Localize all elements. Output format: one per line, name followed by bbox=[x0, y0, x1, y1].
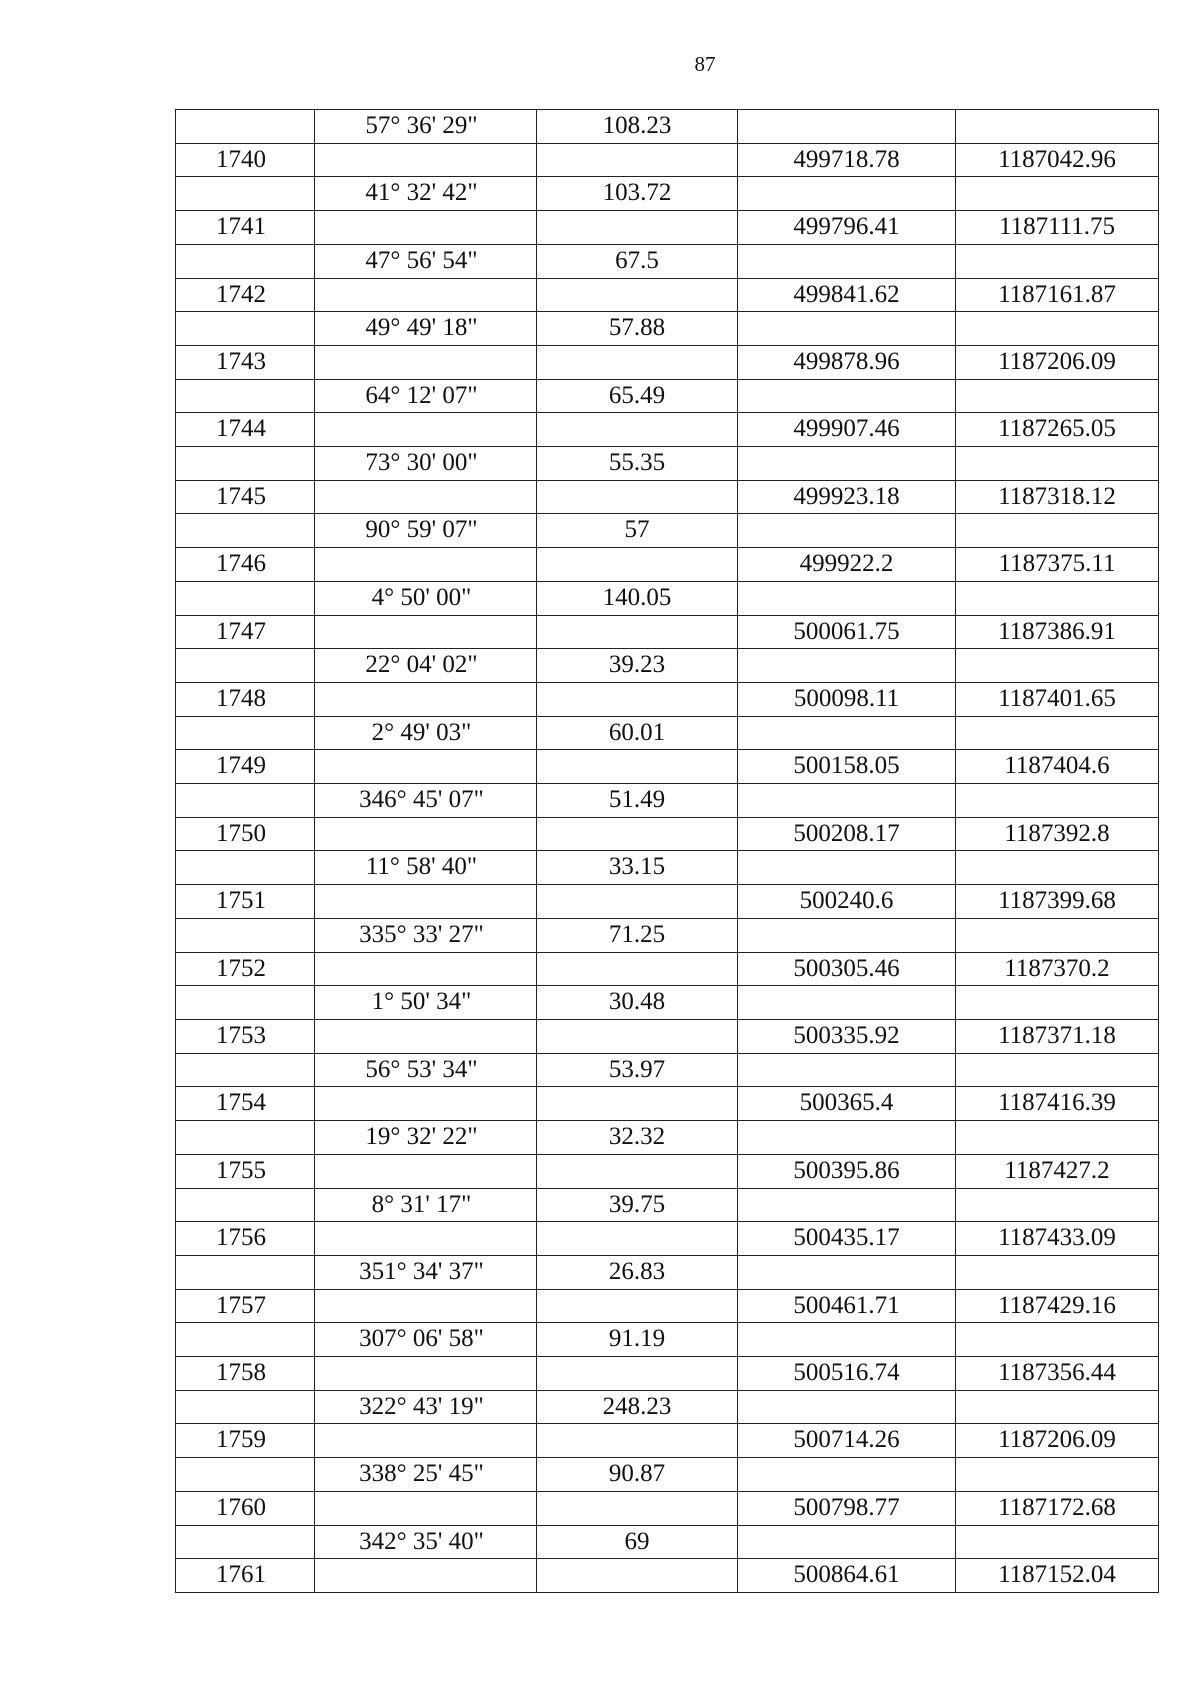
point-number-cell: 1745 bbox=[176, 480, 315, 514]
point-number-cell bbox=[176, 1390, 315, 1424]
x-coordinate-cell bbox=[738, 784, 956, 818]
segment-row bbox=[176, 649, 1159, 683]
point-number-cell: 1755 bbox=[176, 1154, 315, 1188]
x-coordinate-cell bbox=[738, 447, 956, 481]
segment-row bbox=[176, 244, 1159, 278]
distance-cell: 91.19 bbox=[537, 1323, 738, 1357]
x-coordinate-cell: 499718.78 bbox=[738, 143, 956, 177]
y-coordinate-cell: 1187375.11 bbox=[956, 548, 1159, 582]
x-coordinate-cell: 499922.2 bbox=[738, 548, 956, 582]
x-coordinate-cell bbox=[738, 1121, 956, 1155]
bearing-angle-cell: 8° 31' 17" bbox=[315, 1188, 537, 1222]
bearing-angle-cell: 335° 33' 27" bbox=[315, 918, 537, 952]
x-coordinate-cell bbox=[738, 244, 956, 278]
bearing-angle-cell bbox=[315, 345, 537, 379]
segment-row bbox=[176, 1323, 1159, 1357]
x-coordinate-cell: 500061.75 bbox=[738, 615, 956, 649]
y-coordinate-cell bbox=[956, 1053, 1159, 1087]
point-number-cell bbox=[176, 1525, 315, 1559]
point-number-cell: 1746 bbox=[176, 548, 315, 582]
x-coordinate-cell: 500714.26 bbox=[738, 1424, 956, 1458]
point-row bbox=[176, 480, 1159, 514]
x-coordinate-cell bbox=[738, 716, 956, 750]
bearing-angle-cell: 4° 50' 00" bbox=[315, 581, 537, 615]
bearing-angle-cell bbox=[315, 413, 537, 447]
distance-cell bbox=[537, 1289, 738, 1323]
x-coordinate-cell bbox=[738, 312, 956, 346]
x-coordinate-cell bbox=[738, 918, 956, 952]
y-coordinate-cell bbox=[956, 447, 1159, 481]
point-row bbox=[176, 278, 1159, 312]
distance-cell bbox=[537, 1154, 738, 1188]
y-coordinate-cell bbox=[956, 986, 1159, 1020]
distance-cell: 71.25 bbox=[537, 918, 738, 952]
point-number-cell: 1748 bbox=[176, 682, 315, 716]
distance-cell: 39.75 bbox=[537, 1188, 738, 1222]
segment-row bbox=[176, 716, 1159, 750]
point-number-cell bbox=[176, 1323, 315, 1357]
distance-cell bbox=[537, 413, 738, 447]
segment-row bbox=[176, 1458, 1159, 1492]
bearing-angle-cell bbox=[315, 480, 537, 514]
y-coordinate-cell: 1187042.96 bbox=[956, 143, 1159, 177]
distance-cell: 30.48 bbox=[537, 986, 738, 1020]
point-number-cell bbox=[176, 1121, 315, 1155]
segment-row bbox=[176, 1053, 1159, 1087]
distance-cell bbox=[537, 480, 738, 514]
distance-cell bbox=[537, 1357, 738, 1391]
y-coordinate-cell: 1187392.8 bbox=[956, 817, 1159, 851]
x-coordinate-cell bbox=[738, 379, 956, 413]
y-coordinate-cell: 1187399.68 bbox=[956, 885, 1159, 919]
x-coordinate-cell: 500240.6 bbox=[738, 885, 956, 919]
y-coordinate-cell: 1187416.39 bbox=[956, 1087, 1159, 1121]
distance-cell bbox=[537, 615, 738, 649]
x-coordinate-cell: 500208.17 bbox=[738, 817, 956, 851]
point-number-cell bbox=[176, 1188, 315, 1222]
distance-cell: 65.49 bbox=[537, 379, 738, 413]
point-number-cell: 1754 bbox=[176, 1087, 315, 1121]
distance-cell bbox=[537, 1424, 738, 1458]
distance-cell bbox=[537, 1019, 738, 1053]
bearing-angle-cell: 22° 04' 02" bbox=[315, 649, 537, 683]
point-number-cell bbox=[176, 1458, 315, 1492]
x-coordinate-cell bbox=[738, 1390, 956, 1424]
distance-cell bbox=[537, 682, 738, 716]
point-row bbox=[176, 1491, 1159, 1525]
distance-cell: 57 bbox=[537, 514, 738, 548]
bearing-angle-cell: 19° 32' 22" bbox=[315, 1121, 537, 1155]
distance-cell bbox=[537, 817, 738, 851]
point-number-cell: 1758 bbox=[176, 1357, 315, 1391]
x-coordinate-cell bbox=[738, 514, 956, 548]
point-number-cell bbox=[176, 716, 315, 750]
distance-cell: 140.05 bbox=[537, 581, 738, 615]
y-coordinate-cell bbox=[956, 918, 1159, 952]
bearing-angle-cell: 73° 30' 00" bbox=[315, 447, 537, 481]
point-number-cell bbox=[176, 1053, 315, 1087]
x-coordinate-cell bbox=[738, 986, 956, 1020]
x-coordinate-cell: 500158.05 bbox=[738, 750, 956, 784]
distance-cell: 90.87 bbox=[537, 1458, 738, 1492]
bearing-angle-cell: 11° 58' 40" bbox=[315, 851, 537, 885]
y-coordinate-cell bbox=[956, 581, 1159, 615]
y-coordinate-cell: 1187427.2 bbox=[956, 1154, 1159, 1188]
distance-cell bbox=[537, 548, 738, 582]
point-number-cell: 1760 bbox=[176, 1491, 315, 1525]
point-row bbox=[176, 1424, 1159, 1458]
point-row bbox=[176, 1289, 1159, 1323]
distance-cell: 53.97 bbox=[537, 1053, 738, 1087]
y-coordinate-cell bbox=[956, 1390, 1159, 1424]
x-coordinate-cell bbox=[738, 1525, 956, 1559]
y-coordinate-cell bbox=[956, 1323, 1159, 1357]
distance-cell bbox=[537, 1559, 738, 1593]
point-row bbox=[176, 548, 1159, 582]
distance-cell: 32.32 bbox=[537, 1121, 738, 1155]
bearing-angle-cell: 342° 35' 40" bbox=[315, 1525, 537, 1559]
bearing-angle-cell bbox=[315, 750, 537, 784]
x-coordinate-cell: 499878.96 bbox=[738, 345, 956, 379]
point-row bbox=[176, 615, 1159, 649]
y-coordinate-cell bbox=[956, 244, 1159, 278]
bearing-angle-cell bbox=[315, 1559, 537, 1593]
distance-cell bbox=[537, 1087, 738, 1121]
point-row bbox=[176, 1357, 1159, 1391]
x-coordinate-cell: 500516.74 bbox=[738, 1357, 956, 1391]
x-coordinate-cell bbox=[738, 851, 956, 885]
bearing-angle-cell: 322° 43' 19" bbox=[315, 1390, 537, 1424]
point-number-cell: 1742 bbox=[176, 278, 315, 312]
segment-row bbox=[176, 1255, 1159, 1289]
distance-cell bbox=[537, 750, 738, 784]
point-number-cell bbox=[176, 514, 315, 548]
y-coordinate-cell bbox=[956, 784, 1159, 818]
point-row bbox=[176, 1154, 1159, 1188]
segment-row bbox=[176, 514, 1159, 548]
point-row bbox=[176, 682, 1159, 716]
x-coordinate-cell: 499841.62 bbox=[738, 278, 956, 312]
point-row bbox=[176, 1019, 1159, 1053]
y-coordinate-cell: 1187206.09 bbox=[956, 345, 1159, 379]
distance-cell bbox=[537, 885, 738, 919]
y-coordinate-cell bbox=[956, 514, 1159, 548]
y-coordinate-cell bbox=[956, 1525, 1159, 1559]
distance-cell: 103.72 bbox=[537, 177, 738, 211]
x-coordinate-cell: 500395.86 bbox=[738, 1154, 956, 1188]
x-coordinate-cell bbox=[738, 1188, 956, 1222]
distance-cell bbox=[537, 952, 738, 986]
segment-row bbox=[176, 851, 1159, 885]
bearing-angle-cell: 64° 12' 07" bbox=[315, 379, 537, 413]
bearing-angle-cell bbox=[315, 143, 537, 177]
x-coordinate-cell: 500305.46 bbox=[738, 952, 956, 986]
point-number-cell bbox=[176, 581, 315, 615]
y-coordinate-cell bbox=[956, 1255, 1159, 1289]
point-row bbox=[176, 952, 1159, 986]
bearing-angle-cell bbox=[315, 952, 537, 986]
distance-cell: 33.15 bbox=[537, 851, 738, 885]
distance-cell bbox=[537, 211, 738, 245]
segment-row bbox=[176, 447, 1159, 481]
bearing-angle-cell bbox=[315, 1222, 537, 1256]
bearing-angle-cell bbox=[315, 1357, 537, 1391]
x-coordinate-cell bbox=[738, 581, 956, 615]
bearing-angle-cell bbox=[315, 1087, 537, 1121]
y-coordinate-cell: 1187152.04 bbox=[956, 1559, 1159, 1593]
bearing-angle-cell bbox=[315, 1491, 537, 1525]
y-coordinate-cell: 1187356.44 bbox=[956, 1357, 1159, 1391]
y-coordinate-cell: 1187433.09 bbox=[956, 1222, 1159, 1256]
y-coordinate-cell bbox=[956, 177, 1159, 211]
distance-cell: 57.88 bbox=[537, 312, 738, 346]
x-coordinate-cell: 500864.61 bbox=[738, 1559, 956, 1593]
y-coordinate-cell: 1187401.65 bbox=[956, 682, 1159, 716]
x-coordinate-cell: 499907.46 bbox=[738, 413, 956, 447]
bearing-angle-cell: 90° 59' 07" bbox=[315, 514, 537, 548]
x-coordinate-cell bbox=[738, 1458, 956, 1492]
y-coordinate-cell bbox=[956, 716, 1159, 750]
point-number-cell: 1743 bbox=[176, 345, 315, 379]
point-row bbox=[176, 143, 1159, 177]
distance-cell: 108.23 bbox=[537, 110, 738, 144]
x-coordinate-cell bbox=[738, 177, 956, 211]
distance-cell: 67.5 bbox=[537, 244, 738, 278]
coordinate-table-body bbox=[176, 110, 1159, 1593]
x-coordinate-cell: 500798.77 bbox=[738, 1491, 956, 1525]
y-coordinate-cell: 1187206.09 bbox=[956, 1424, 1159, 1458]
bearing-angle-cell: 47° 56' 54" bbox=[315, 244, 537, 278]
distance-cell: 248.23 bbox=[537, 1390, 738, 1424]
bearing-angle-cell bbox=[315, 1154, 537, 1188]
bearing-angle-cell: 41° 32' 42" bbox=[315, 177, 537, 211]
bearing-angle-cell bbox=[315, 817, 537, 851]
y-coordinate-cell bbox=[956, 1188, 1159, 1222]
point-row bbox=[176, 817, 1159, 851]
bearing-angle-cell bbox=[315, 615, 537, 649]
bearing-angle-cell: 351° 34' 37" bbox=[315, 1255, 537, 1289]
point-number-cell: 1740 bbox=[176, 143, 315, 177]
point-row bbox=[176, 885, 1159, 919]
bearing-angle-cell: 2° 49' 03" bbox=[315, 716, 537, 750]
bearing-angle-cell: 56° 53' 34" bbox=[315, 1053, 537, 1087]
y-coordinate-cell bbox=[956, 312, 1159, 346]
point-number-cell: 1757 bbox=[176, 1289, 315, 1323]
point-number-cell bbox=[176, 177, 315, 211]
bearing-angle-cell: 57° 36' 29" bbox=[315, 110, 537, 144]
point-number-cell: 1751 bbox=[176, 885, 315, 919]
segment-row bbox=[176, 918, 1159, 952]
point-number-cell bbox=[176, 918, 315, 952]
segment-row bbox=[176, 379, 1159, 413]
segment-row bbox=[176, 1188, 1159, 1222]
distance-cell: 51.49 bbox=[537, 784, 738, 818]
bearing-angle-cell: 346° 45' 07" bbox=[315, 784, 537, 818]
point-number-cell bbox=[176, 649, 315, 683]
point-row bbox=[176, 413, 1159, 447]
y-coordinate-cell bbox=[956, 1458, 1159, 1492]
distance-cell bbox=[537, 1491, 738, 1525]
bearing-angle-cell bbox=[315, 1019, 537, 1053]
point-row bbox=[176, 750, 1159, 784]
point-number-cell bbox=[176, 784, 315, 818]
y-coordinate-cell: 1187161.87 bbox=[956, 278, 1159, 312]
bearing-angle-cell bbox=[315, 211, 537, 245]
page-number: 87 bbox=[694, 52, 716, 76]
segment-row bbox=[176, 1525, 1159, 1559]
x-coordinate-cell bbox=[738, 1053, 956, 1087]
x-coordinate-cell bbox=[738, 649, 956, 683]
y-coordinate-cell: 1187370.2 bbox=[956, 952, 1159, 986]
x-coordinate-cell: 500098.11 bbox=[738, 682, 956, 716]
distance-cell bbox=[537, 345, 738, 379]
point-row bbox=[176, 1559, 1159, 1593]
point-number-cell: 1752 bbox=[176, 952, 315, 986]
distance-cell: 69 bbox=[537, 1525, 738, 1559]
bearing-angle-cell: 49° 49' 18" bbox=[315, 312, 537, 346]
distance-cell: 60.01 bbox=[537, 716, 738, 750]
distance-cell bbox=[537, 1222, 738, 1256]
x-coordinate-cell: 500365.4 bbox=[738, 1087, 956, 1121]
segment-row bbox=[176, 312, 1159, 346]
point-number-cell bbox=[176, 110, 315, 144]
point-number-cell: 1756 bbox=[176, 1222, 315, 1256]
point-number-cell bbox=[176, 312, 315, 346]
segment-row bbox=[176, 110, 1159, 144]
distance-cell bbox=[537, 278, 738, 312]
y-coordinate-cell: 1187111.75 bbox=[956, 211, 1159, 245]
x-coordinate-cell: 499923.18 bbox=[738, 480, 956, 514]
point-number-cell: 1741 bbox=[176, 211, 315, 245]
y-coordinate-cell: 1187318.12 bbox=[956, 480, 1159, 514]
point-row bbox=[176, 211, 1159, 245]
y-coordinate-cell: 1187404.6 bbox=[956, 750, 1159, 784]
x-coordinate-cell: 499796.41 bbox=[738, 211, 956, 245]
point-row bbox=[176, 1087, 1159, 1121]
distance-cell: 26.83 bbox=[537, 1255, 738, 1289]
distance-cell: 55.35 bbox=[537, 447, 738, 481]
point-number-cell bbox=[176, 1255, 315, 1289]
bearing-angle-cell: 1° 50' 34" bbox=[315, 986, 537, 1020]
distance-cell: 39.23 bbox=[537, 649, 738, 683]
x-coordinate-cell: 500335.92 bbox=[738, 1019, 956, 1053]
point-number-cell: 1749 bbox=[176, 750, 315, 784]
y-coordinate-cell bbox=[956, 110, 1159, 144]
point-number-cell: 1750 bbox=[176, 817, 315, 851]
segment-row bbox=[176, 986, 1159, 1020]
point-number-cell bbox=[176, 244, 315, 278]
y-coordinate-cell: 1187371.18 bbox=[956, 1019, 1159, 1053]
point-number-cell bbox=[176, 986, 315, 1020]
distance-cell bbox=[537, 143, 738, 177]
bearing-angle-cell: 338° 25' 45" bbox=[315, 1458, 537, 1492]
point-number-cell: 1761 bbox=[176, 1559, 315, 1593]
bearing-angle-cell bbox=[315, 682, 537, 716]
y-coordinate-cell bbox=[956, 851, 1159, 885]
point-number-cell bbox=[176, 447, 315, 481]
bearing-angle-cell bbox=[315, 548, 537, 582]
point-number-cell bbox=[176, 379, 315, 413]
y-coordinate-cell: 1187386.91 bbox=[956, 615, 1159, 649]
x-coordinate-cell bbox=[738, 110, 956, 144]
point-number-cell: 1753 bbox=[176, 1019, 315, 1053]
segment-row bbox=[176, 177, 1159, 211]
point-row bbox=[176, 1222, 1159, 1256]
x-coordinate-cell bbox=[738, 1323, 956, 1357]
y-coordinate-cell bbox=[956, 649, 1159, 683]
y-coordinate-cell: 1187172.68 bbox=[956, 1491, 1159, 1525]
bearing-angle-cell bbox=[315, 1424, 537, 1458]
x-coordinate-cell: 500461.71 bbox=[738, 1289, 956, 1323]
segment-row bbox=[176, 784, 1159, 818]
point-number-cell: 1747 bbox=[176, 615, 315, 649]
point-row bbox=[176, 345, 1159, 379]
bearing-angle-cell bbox=[315, 278, 537, 312]
coordinate-table bbox=[175, 109, 1159, 1593]
bearing-angle-cell bbox=[315, 885, 537, 919]
point-number-cell: 1759 bbox=[176, 1424, 315, 1458]
y-coordinate-cell bbox=[956, 379, 1159, 413]
point-number-cell: 1744 bbox=[176, 413, 315, 447]
segment-row bbox=[176, 1121, 1159, 1155]
bearing-angle-cell: 307° 06' 58" bbox=[315, 1323, 537, 1357]
y-coordinate-cell: 1187265.05 bbox=[956, 413, 1159, 447]
x-coordinate-cell: 500435.17 bbox=[738, 1222, 956, 1256]
segment-row bbox=[176, 1390, 1159, 1424]
y-coordinate-cell: 1187429.16 bbox=[956, 1289, 1159, 1323]
segment-row bbox=[176, 581, 1159, 615]
bearing-angle-cell bbox=[315, 1289, 537, 1323]
y-coordinate-cell bbox=[956, 1121, 1159, 1155]
point-number-cell bbox=[176, 851, 315, 885]
x-coordinate-cell bbox=[738, 1255, 956, 1289]
